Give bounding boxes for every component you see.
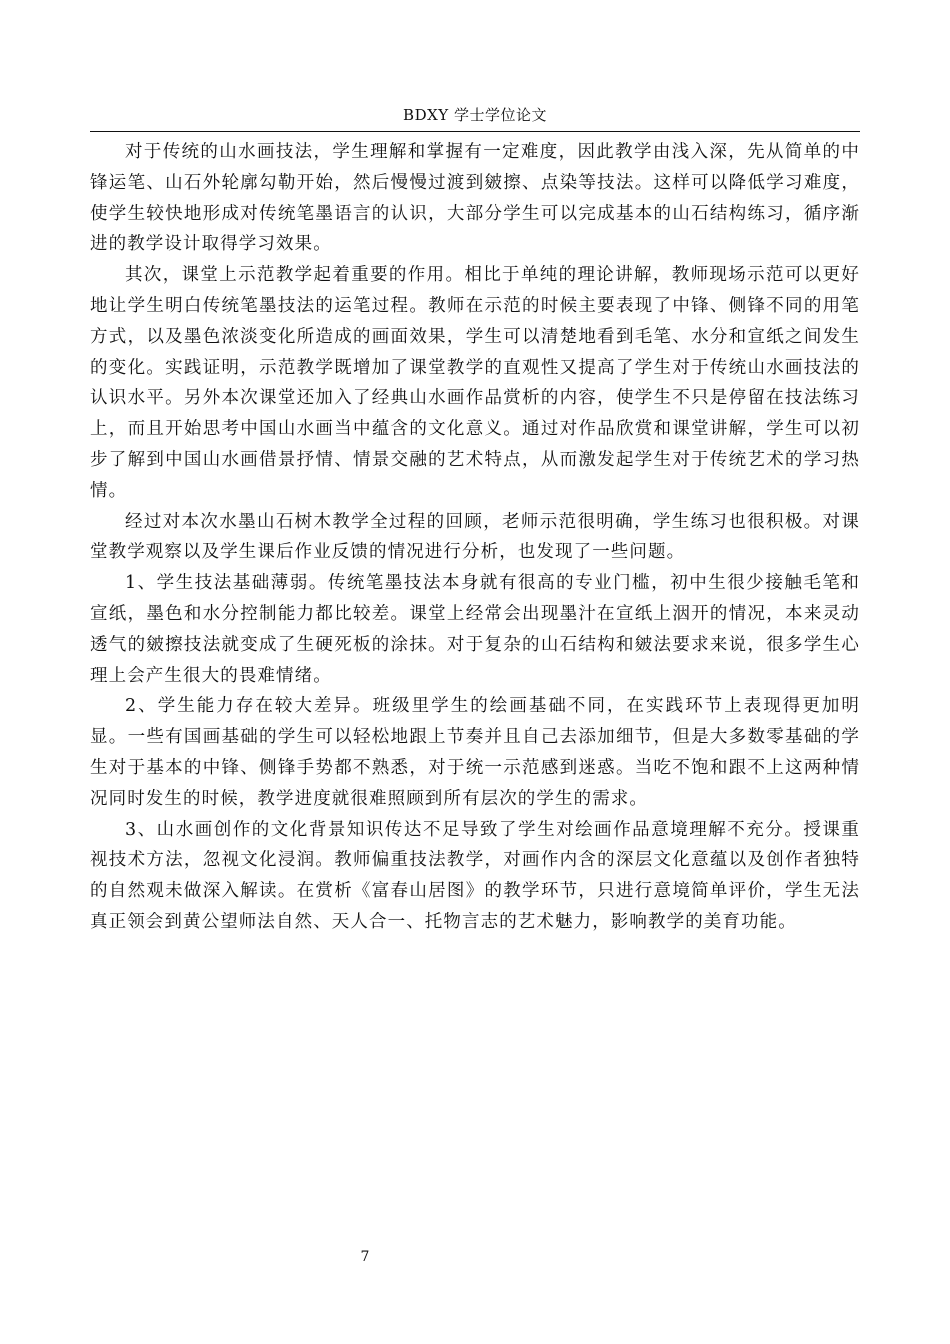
header-divider	[90, 131, 860, 132]
paragraph-teaching-progression: 对于传统的山水画技法，学生理解和掌握有一定难度，因此教学由浅入深，先从简单的中锋运笔、山石外轮廓勾勒开始，然后慢慢过渡到皴擦、点染等技法。这样可以降低学习难度，使学生较快地形成对传统笔墨语言的认识，大部分学生可以完成基本的山石结构练习，循序渐进的教学设计取得学习效果。	[90, 142, 860, 255]
page-number: 7	[360, 1249, 370, 1265]
paragraph-problem-3: 3、山水画创作的文化背景知识传达不足导致了学生对绘画作品意境理解不充分。授课重视技术方法，忽视文化浸润。教师偏重技法教学，对画作内含的深层文化意蕴以及创作者独特的自然观未做深入解读。在赏析《富春山居图》的教学环节，只进行意境简单评价，学生无法真正领会到黄公望师法自然、天人合一、托物言志的艺术魅力，影响教学的美育功能。	[90, 819, 860, 932]
paragraph-demonstration-teaching: 其次，课堂上示范教学起着重要的作用。相比于单纯的理论讲解，教师现场示范可以更好地让学生明白传统笔墨技法的运笔过程。教师在示范的时候主要表现了中锋、侧锋不同的用笔方式，以及墨色浓淡变化所造成的画面效果，学生可以清楚地看到毛笔、水分和宣纸之间发生的变化。实践证明，示范教学既增加了课堂教学的直观性又提高了学生对于传统山水画技法的认识水平。另外本次课堂还加入了经典山水画作品赏析的内容，使学生不只是停留在技法练习上，而且开始思考中国山水画当中蕴含的文化意义。通过对作品欣赏和课堂讲解，学生可以初步了解到中国山水画借景抒情、情景交融的艺术特点，从而激发起学生对于传统艺术的学习热情。	[90, 265, 860, 501]
paragraph-problem-2: 2、学生能力存在较大差异。班级里学生的绘画基础不同，在实践环节上表现得更加明显。一些有国画基础的学生可以轻松地跟上节奏并且自己去添加细节，但是大多数零基础的学生对于基本的中锋、侧锋手势都不熟悉，对于统一示范感到迷惑。当吃不饱和跟不上这两种情况同时发生的时候，教学进度就很难照顾到所有层次的学生的需求。	[90, 696, 860, 809]
body-text	[90, 137, 860, 938]
paragraph-problem-1: 1、学生技法基础薄弱。传统笔墨技法本身就有很高的专业门槛，初中生很少接触毛笔和宣纸，墨色和水分控制能力都比较差。课堂上经常会出现墨汁在宣纸上洇开的情况，本来灵动透气的皴擦技法就变成了生硬死板的涂抹。对于复杂的山石结构和皴法要求来说，很多学生心理上会产生很大的畏难情绪。	[90, 573, 860, 686]
running-header: BDXY 学士学位论文	[403, 106, 547, 124]
paragraph-review-summary: 经过对本次水墨山石树木教学全过程的回顾，老师示范很明确，学生练习也很积极。对课堂教学观察以及学生课后作业反馈的情况进行分析，也发现了一些问题。	[90, 511, 860, 563]
